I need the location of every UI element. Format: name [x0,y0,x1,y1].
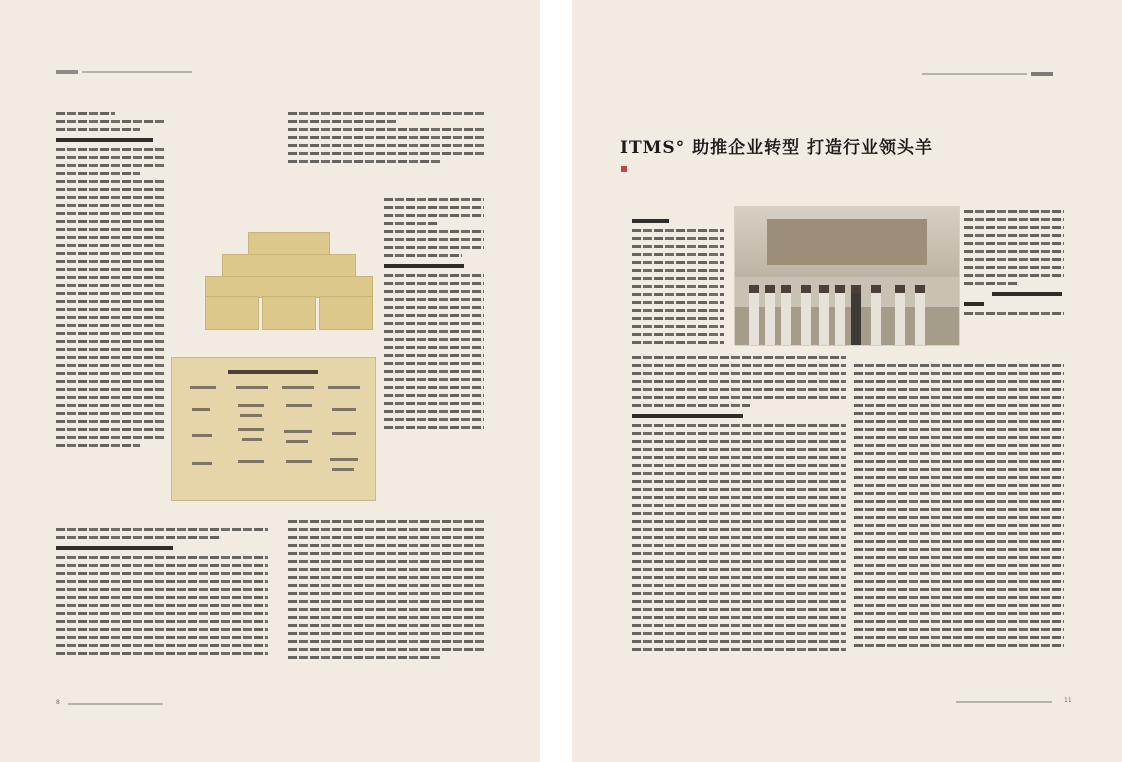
right-page [572,0,1122,762]
text-column-lower-right [288,520,484,664]
comparison-table [171,357,376,501]
backdrop-screen [767,219,927,265]
text-column-right [384,198,484,434]
text-column-lower-left [56,528,268,660]
text-column-upper [288,112,484,168]
pyramid-base [205,276,373,298]
page-number: 8 [56,699,60,706]
article-author [621,165,631,172]
text-column-right-top [964,210,1064,320]
pyramid-leg-2 [262,296,316,330]
person [801,285,811,345]
person [781,285,791,345]
text-column-2 [632,356,846,656]
person [765,285,775,345]
author-marker-icon [621,166,627,172]
person [871,285,881,345]
running-header [56,69,192,75]
person [749,285,759,345]
text-column-3 [854,364,1064,652]
person [851,285,861,345]
running-header [922,71,1057,77]
running-footer [956,699,1052,705]
page-number: 11 [1064,697,1072,704]
pyramid-leg-1 [205,296,259,330]
text-column-left [56,112,164,452]
person [835,285,845,345]
person [895,285,905,345]
pyramid-leg-3 [319,296,373,330]
pyramid-top [248,232,330,256]
running-footer [68,701,163,707]
left-page [0,0,540,762]
group-photo [734,206,960,346]
article-headline: ITMS° 助推企业转型 打造行业领头羊 [620,138,934,158]
person [819,285,829,345]
person [915,285,925,345]
pyramid-mid [222,254,356,278]
text-column-1 [632,212,724,349]
